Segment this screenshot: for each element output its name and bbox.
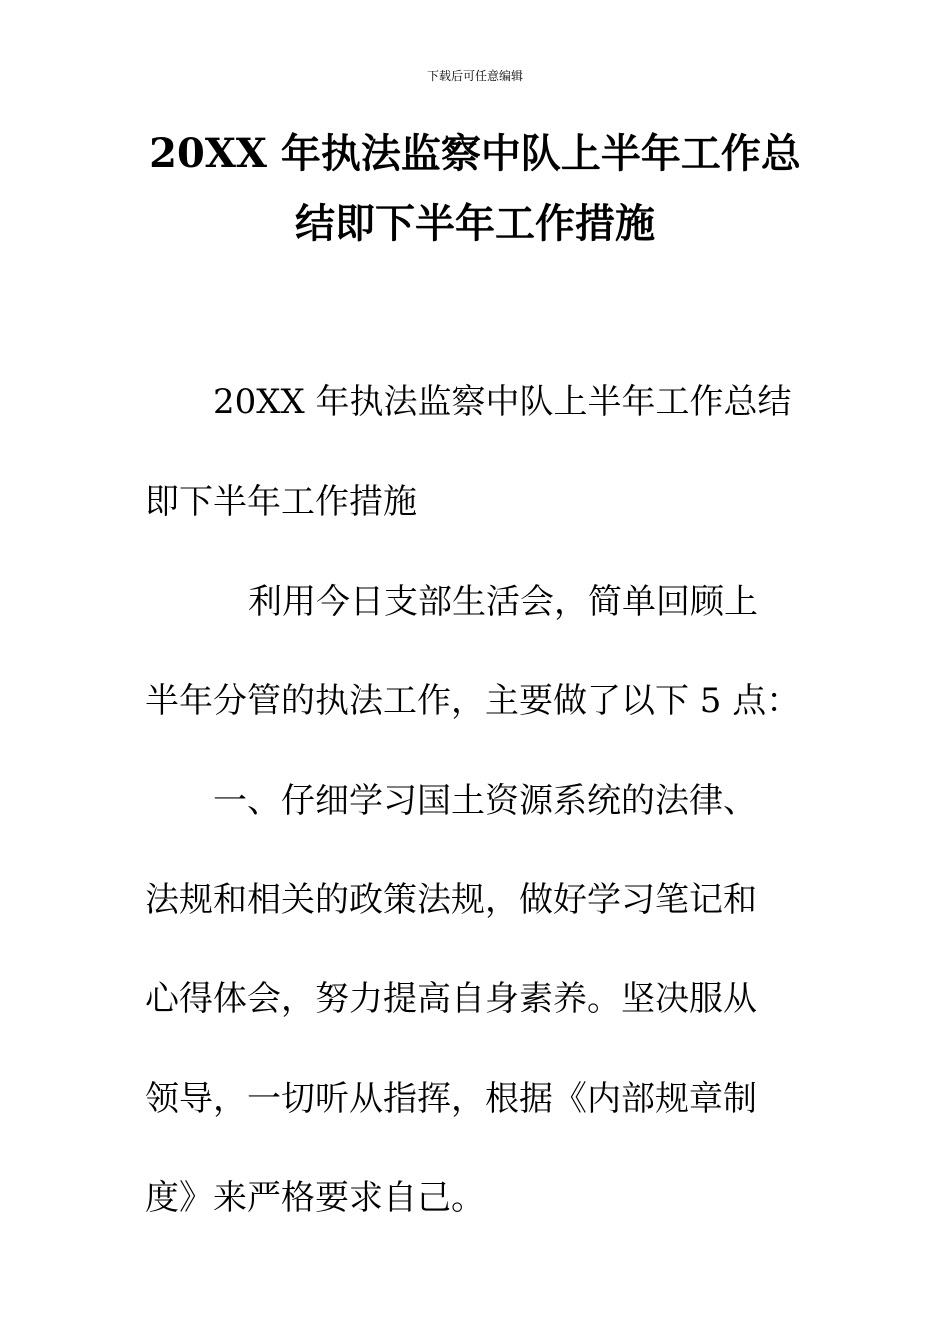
body-line-2: 即下半年工作措施 [145, 482, 417, 522]
body-line-7: 心得体会，努力提高自身素养。坚决服从 [145, 979, 757, 1019]
body-line-6: 法规和相关的政策法规，做好学习笔记和 [145, 880, 757, 920]
body-line-1: 20XX 年执法监察中队上半年工作总结 [213, 382, 792, 422]
body-line-9: 度》来严格要求自己。 [145, 1178, 485, 1218]
title-line-1: 20XX 年执法监察中队上半年工作总 [149, 130, 801, 177]
body-line-5: 一、仔细学习国土资源系统的法律、 [213, 781, 757, 821]
body-line-3: 利用今日支部生活会，简单回顾上 [248, 582, 758, 622]
page-header-note: 下载后可任意编辑 [426, 69, 523, 83]
title-line-2: 结即下半年工作措施 [295, 200, 655, 247]
body-line-8: 领导，一切听从指挥，根据《内部规章制 [145, 1079, 757, 1119]
body-line-4: 半年分管的执法工作，主要做了以下 5 点： [145, 681, 801, 721]
